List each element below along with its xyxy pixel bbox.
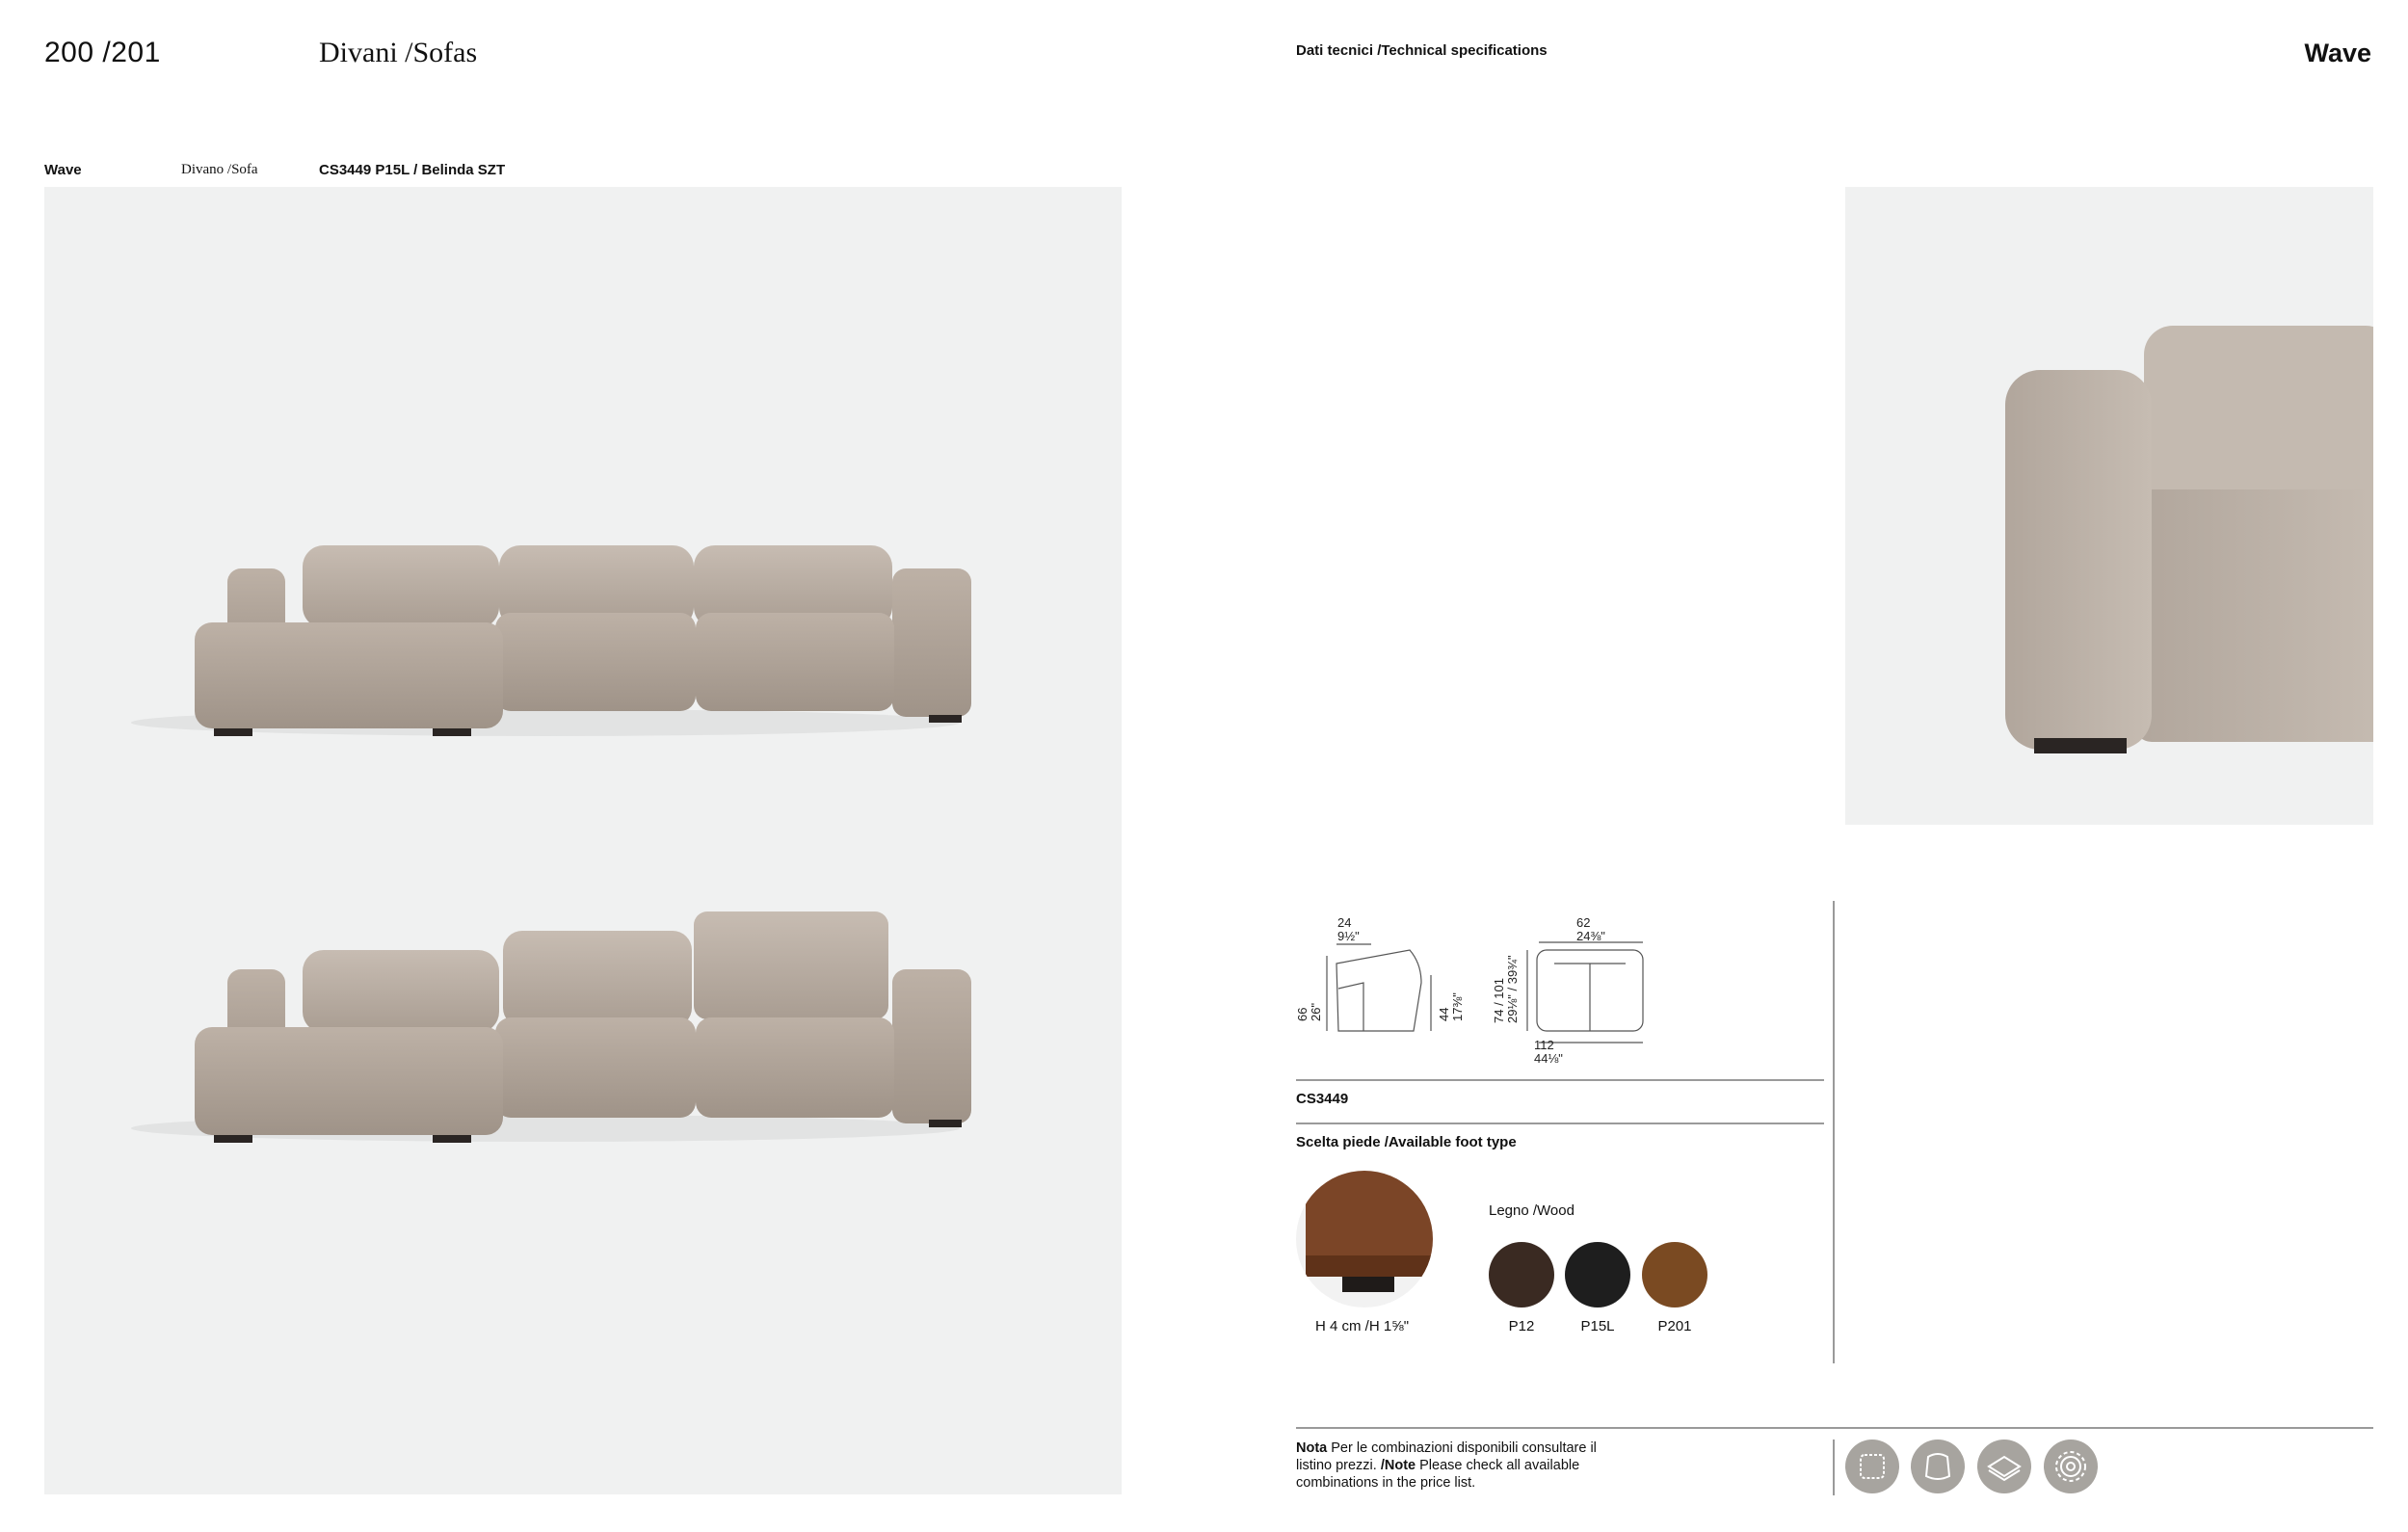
- caption-type: Divano /Sofa: [181, 162, 258, 177]
- dim-arm-height-in: 17⅜": [1450, 992, 1465, 1021]
- dim-side-height-cm: 66: [1295, 1007, 1310, 1021]
- caption-code: CS3449 P15L / Belinda SZT: [319, 162, 506, 178]
- foot-illustration: [1296, 1171, 1433, 1307]
- dim-front-height-cm: 74 / 101: [1492, 978, 1506, 1023]
- fabric-icon: [1845, 1440, 1899, 1493]
- note-divider-vertical: [1833, 1440, 1835, 1495]
- note-divider: [1296, 1427, 2373, 1429]
- sofa-illustrations: [44, 187, 1122, 1494]
- dim-front-height-in: 29⅛" / 39¾": [1505, 955, 1520, 1023]
- dim-side-depth-in: 9½": [1337, 929, 1360, 943]
- sofa-standard: [131, 545, 971, 736]
- foot-caption: H 4 cm /H 1⅝": [1315, 1318, 1410, 1334]
- dim-arm-height-cm: 44: [1437, 1007, 1451, 1021]
- armrest-detail-illustration: [1845, 187, 2373, 825]
- note-it-text: Per le combinazioni disponibili consultare il listino prezzi.: [1296, 1440, 1597, 1473]
- note-en-text: Please check all available combinations in the price list.: [1296, 1458, 1580, 1491]
- spec-divider-vertical: [1833, 901, 1835, 1363]
- spec-divider-2: [1296, 1123, 1824, 1124]
- product-photo-detail: [1845, 187, 2373, 825]
- note-en-label: /Note: [1380, 1458, 1416, 1473]
- dim-side-height-in: 26": [1309, 1002, 1323, 1021]
- foot-type-label: Scelta piede /Available foot type: [1296, 1134, 1517, 1150]
- dim-front-width-cm: 112: [1534, 1038, 1554, 1052]
- swatch-label-p12: P12: [1508, 1318, 1535, 1334]
- section-title: Divani /Sofas: [319, 37, 478, 68]
- foot-photo: [1296, 1171, 1433, 1307]
- model-code: CS3449: [1296, 1091, 1349, 1107]
- caption-product: Wave: [44, 162, 82, 178]
- cushion-icon: [1977, 1440, 2031, 1493]
- swatch-label-p15l: P15L: [1580, 1318, 1615, 1334]
- dim-side-depth-cm: 24: [1337, 915, 1352, 930]
- spec-divider-1: [1296, 1079, 1824, 1081]
- note-it-label: Nota: [1296, 1440, 1328, 1456]
- note-text: [1296, 1440, 1614, 1492]
- leather-icon: [1911, 1440, 1965, 1493]
- product-photo-main: [44, 187, 1122, 1494]
- brand-title: Wave: [2304, 39, 2371, 67]
- dim-front-width-in: 44⅛": [1534, 1051, 1563, 1066]
- swatch-p12: [1489, 1242, 1554, 1307]
- spec-title: Dati tecnici /Technical specifications: [1296, 42, 1548, 59]
- dim-front-top-in: 24⅜": [1576, 929, 1605, 943]
- swatch-p201: [1642, 1242, 1707, 1307]
- sofa-raised-backrest: [131, 911, 971, 1143]
- wood-label: Legno /Wood: [1489, 1202, 1574, 1219]
- mechanism-icon: [2044, 1440, 2098, 1493]
- dim-front-top-cm: 62: [1576, 915, 1591, 930]
- swatch-p15l: [1565, 1242, 1630, 1307]
- swatch-label-p201: P201: [1657, 1318, 1692, 1334]
- page-numbers: 200 /201: [44, 37, 161, 68]
